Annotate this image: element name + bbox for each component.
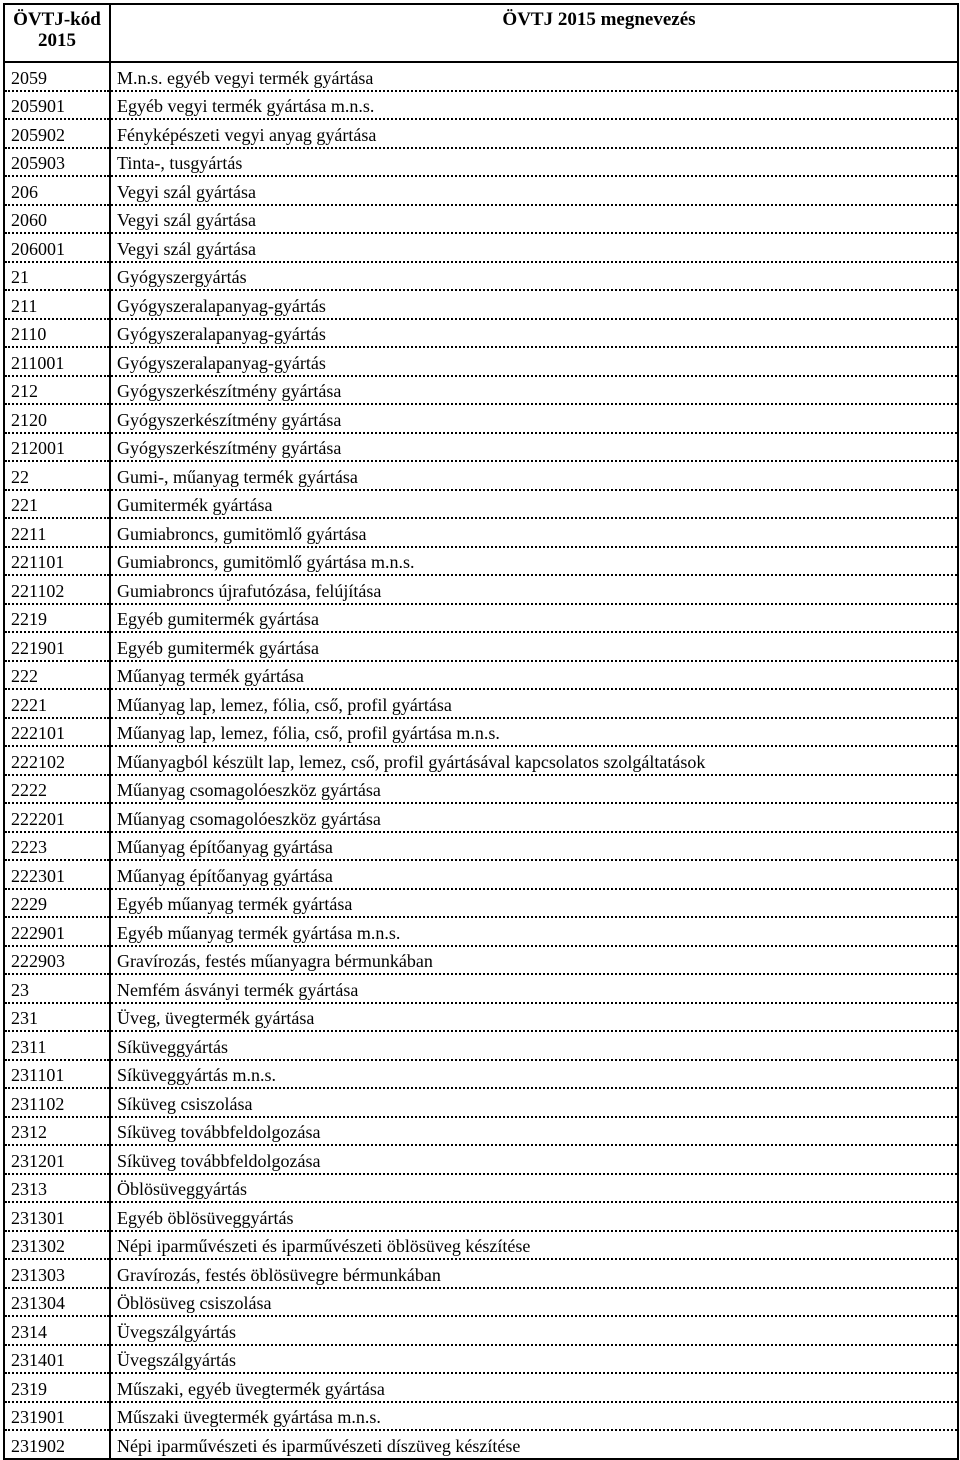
row-code: 221101 — [4, 547, 110, 576]
table-row — [4, 604, 958, 633]
row-name: Gumitermék gyártása — [110, 490, 958, 519]
row-name: Gumiabroncs, gumitömlő gyártása m.n.s. — [110, 547, 958, 576]
row-name: Műanyag csomagolóeszköz gyártása — [110, 803, 958, 832]
row-name: Gyógyszeralapanyag-gyártás — [110, 347, 958, 376]
row-name: Egyéb öblösüveggyártás — [110, 1202, 958, 1231]
table-row — [4, 1288, 958, 1317]
row-name: Síküveg továbbfeldolgozása — [110, 1117, 958, 1146]
row-code: 231304 — [4, 1288, 110, 1317]
classification-table — [3, 3, 959, 1460]
row-name: Népi iparművészeti és iparművészeti díszüveg készítése — [110, 1430, 958, 1459]
table-row — [4, 490, 958, 519]
table-row — [4, 832, 958, 861]
row-code: 222201 — [4, 803, 110, 832]
row-code: 23 — [4, 974, 110, 1003]
table-row — [4, 917, 958, 946]
row-name: Műanyag csomagolóeszköz gyártása — [110, 775, 958, 804]
table-row — [4, 1174, 958, 1203]
table-row — [4, 1430, 958, 1459]
row-name: Műszaki, egyéb üvegtermék gyártása — [110, 1373, 958, 1402]
classification-table-container — [3, 3, 957, 1460]
row-code: 222901 — [4, 917, 110, 946]
row-code: 206 — [4, 176, 110, 205]
table-header-row — [4, 4, 958, 62]
row-code: 2312 — [4, 1117, 110, 1146]
code-header-line1: ÖVTJ-kód — [13, 9, 101, 30]
table-row — [4, 1402, 958, 1431]
row-code: 2110 — [4, 319, 110, 348]
row-name: Gravírozás, festés műanyagra bérmunkában — [110, 946, 958, 975]
row-code: 2059 — [4, 62, 110, 91]
table-row — [4, 946, 958, 975]
code-column-header — [4, 4, 110, 62]
table-row — [4, 233, 958, 262]
row-code: 222101 — [4, 718, 110, 747]
row-name: Egyéb műanyag termék gyártása — [110, 889, 958, 918]
row-name: Gumi-, műanyag termék gyártása — [110, 461, 958, 490]
row-code: 221901 — [4, 632, 110, 661]
table-row — [4, 290, 958, 319]
row-name: Gumiabroncs, gumitömlő gyártása — [110, 518, 958, 547]
row-name: Vegyi szál gyártása — [110, 205, 958, 234]
table-row — [4, 632, 958, 661]
table-row — [4, 575, 958, 604]
table-row — [4, 176, 958, 205]
row-code: 231303 — [4, 1259, 110, 1288]
table-row — [4, 689, 958, 718]
table-body — [4, 62, 958, 1459]
table-row — [4, 376, 958, 405]
code-header-line2: 2015 — [38, 30, 76, 51]
table-row — [4, 803, 958, 832]
table-row — [4, 746, 958, 775]
table-row — [4, 1373, 958, 1402]
name-column-header: ÖVTJ 2015 megnevezés — [110, 4, 958, 62]
row-name: Síküveggyártás — [110, 1031, 958, 1060]
row-code: 2311 — [4, 1031, 110, 1060]
row-code: 2120 — [4, 404, 110, 433]
row-code: 211001 — [4, 347, 110, 376]
row-name: Üvegszálgyártás — [110, 1316, 958, 1345]
row-code: 205901 — [4, 91, 110, 120]
row-code: 212 — [4, 376, 110, 405]
row-name: Műanyag építőanyag gyártása — [110, 860, 958, 889]
row-code: 2223 — [4, 832, 110, 861]
row-name: Gyógyszeralapanyag-gyártás — [110, 319, 958, 348]
row-code: 205903 — [4, 148, 110, 177]
row-code: 231302 — [4, 1231, 110, 1260]
row-code: 2219 — [4, 604, 110, 633]
table-row — [4, 148, 958, 177]
table-row — [4, 1003, 958, 1032]
row-code: 211 — [4, 290, 110, 319]
row-name: Egyéb műanyag termék gyártása m.n.s. — [110, 917, 958, 946]
table-row — [4, 205, 958, 234]
row-name: Öblösüveggyártás — [110, 1174, 958, 1203]
row-code: 2060 — [4, 205, 110, 234]
row-code: 221102 — [4, 575, 110, 604]
row-code: 2319 — [4, 1373, 110, 1402]
row-code: 2229 — [4, 889, 110, 918]
table-row — [4, 119, 958, 148]
table-row — [4, 518, 958, 547]
row-name: Gyógyszerkészítmény gyártása — [110, 404, 958, 433]
row-code: 2221 — [4, 689, 110, 718]
row-name: Öblösüveg csiszolása — [110, 1288, 958, 1317]
row-name: Egyéb vegyi termék gyártása m.n.s. — [110, 91, 958, 120]
table-row — [4, 1202, 958, 1231]
row-code: 222301 — [4, 860, 110, 889]
row-code: 222903 — [4, 946, 110, 975]
row-name: Népi iparművészeti és iparművészeti öblösüveg készítése — [110, 1231, 958, 1260]
row-name: Műanyag lap, lemez, fólia, cső, profil gyártása — [110, 689, 958, 718]
row-code: 222 — [4, 661, 110, 690]
row-name: Síküveggyártás m.n.s. — [110, 1060, 958, 1089]
row-code: 231101 — [4, 1060, 110, 1089]
row-name: Fényképészeti vegyi anyag gyártása — [110, 119, 958, 148]
table-row — [4, 661, 958, 690]
row-code: 231301 — [4, 1202, 110, 1231]
row-name: Egyéb gumitermék gyártása — [110, 632, 958, 661]
row-name: Gyógyszeralapanyag-gyártás — [110, 290, 958, 319]
table-row — [4, 319, 958, 348]
row-name: Műanyag termék gyártása — [110, 661, 958, 690]
row-code: 2314 — [4, 1316, 110, 1345]
row-name: Síküveg csiszolása — [110, 1088, 958, 1117]
table-row — [4, 433, 958, 462]
row-name: Tinta-, tusgyártás — [110, 148, 958, 177]
row-name: Egyéb gumitermék gyártása — [110, 604, 958, 633]
row-code: 212001 — [4, 433, 110, 462]
row-name: Üvegszálgyártás — [110, 1345, 958, 1374]
table-row — [4, 91, 958, 120]
row-code: 205902 — [4, 119, 110, 148]
row-code: 222102 — [4, 746, 110, 775]
table-row — [4, 1088, 958, 1117]
table-row — [4, 974, 958, 1003]
table-row — [4, 1259, 958, 1288]
row-code: 2211 — [4, 518, 110, 547]
row-name: M.n.s. egyéb vegyi termék gyártása — [110, 62, 958, 91]
row-code: 231901 — [4, 1402, 110, 1431]
table-row — [4, 1231, 958, 1260]
table-row — [4, 1031, 958, 1060]
row-name: Gumiabroncs újrafutózása, felújítása — [110, 575, 958, 604]
table-row — [4, 547, 958, 576]
row-name: Gyógyszerkészítmény gyártása — [110, 433, 958, 462]
table-row — [4, 262, 958, 291]
table-row — [4, 1117, 958, 1146]
row-name: Síküveg továbbfeldolgozása — [110, 1145, 958, 1174]
row-code: 22 — [4, 461, 110, 490]
table-row — [4, 1060, 958, 1089]
row-code: 231 — [4, 1003, 110, 1032]
row-name: Üveg, üvegtermék gyártása — [110, 1003, 958, 1032]
table-row — [4, 461, 958, 490]
table-row — [4, 718, 958, 747]
row-code: 231102 — [4, 1088, 110, 1117]
row-name: Vegyi szál gyártása — [110, 176, 958, 205]
row-code: 231902 — [4, 1430, 110, 1459]
row-code: 206001 — [4, 233, 110, 262]
table-row — [4, 860, 958, 889]
row-code: 2222 — [4, 775, 110, 804]
row-name: Nemfém ásványi termék gyártása — [110, 974, 958, 1003]
table-row — [4, 347, 958, 376]
row-name: Műanyagból készült lap, lemez, cső, profil gyártásával kapcsolatos szolgáltatások — [110, 746, 958, 775]
row-name: Gyógyszergyártás — [110, 262, 958, 291]
table-row — [4, 1345, 958, 1374]
table-row — [4, 775, 958, 804]
table-row — [4, 62, 958, 91]
row-code: 221 — [4, 490, 110, 519]
row-name: Gyógyszerkészítmény gyártása — [110, 376, 958, 405]
row-name: Műanyag lap, lemez, fólia, cső, profil gyártása m.n.s. — [110, 718, 958, 747]
row-name: Vegyi szál gyártása — [110, 233, 958, 262]
table-row — [4, 889, 958, 918]
row-code: 231401 — [4, 1345, 110, 1374]
row-name: Gravírozás, festés öblösüvegre bérmunkában — [110, 1259, 958, 1288]
row-name: Műanyag építőanyag gyártása — [110, 832, 958, 861]
row-name: Műszaki üvegtermék gyártása m.n.s. — [110, 1402, 958, 1431]
row-code: 2313 — [4, 1174, 110, 1203]
row-code: 231201 — [4, 1145, 110, 1174]
row-code: 21 — [4, 262, 110, 291]
table-row — [4, 1316, 958, 1345]
table-row — [4, 404, 958, 433]
table-row — [4, 1145, 958, 1174]
